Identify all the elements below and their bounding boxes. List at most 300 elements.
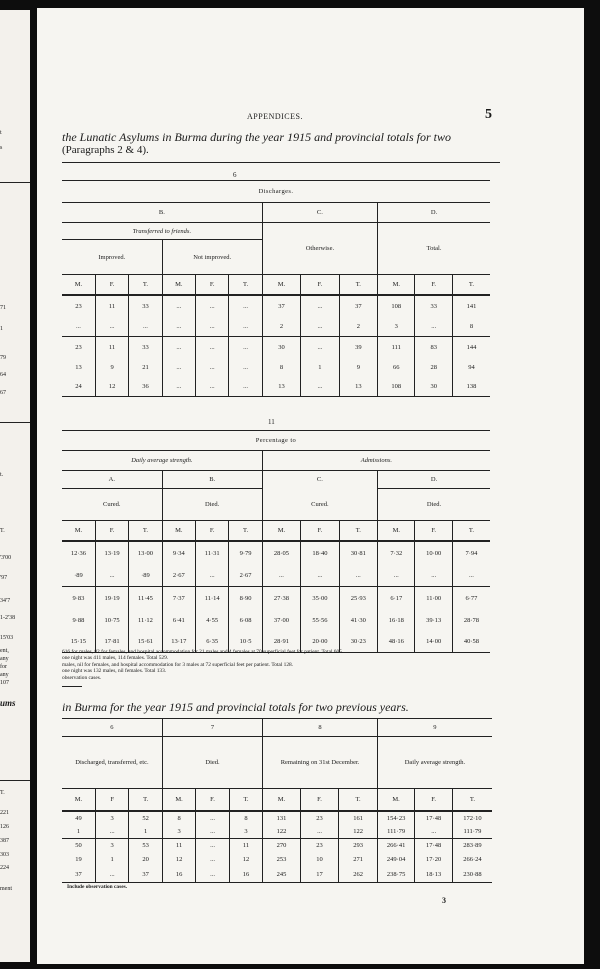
cell: 23: [300, 811, 339, 825]
cell: 21: [129, 359, 162, 377]
table-row: [62, 337, 490, 359]
cell: 6·41: [162, 611, 195, 631]
col-header: F.: [196, 521, 229, 541]
margin-fragment: 34'7: [0, 598, 11, 604]
margin-fragment: ent,: [0, 648, 9, 654]
cell: 111·79: [452, 825, 492, 839]
table-row: [62, 359, 490, 377]
cell: ...: [95, 317, 128, 337]
cell: 108: [378, 377, 415, 397]
not-improved-heading: Not improved.: [162, 240, 262, 275]
cell: 12: [95, 377, 128, 397]
margin-rule: [0, 422, 30, 423]
cell: 262: [339, 867, 378, 883]
table-row: [62, 825, 492, 839]
group-b: B.: [62, 203, 262, 223]
col-header: F.: [300, 789, 339, 811]
cell: 230·88: [452, 867, 492, 883]
cell: ...: [415, 317, 452, 337]
cured-heading: Cured.: [262, 489, 377, 521]
cell: 28·05: [262, 541, 300, 565]
cell: 161: [339, 811, 378, 825]
cell: 108: [378, 295, 415, 317]
totals-table: [62, 718, 492, 883]
cell: 2·67: [229, 565, 262, 587]
cell: ...: [301, 565, 339, 587]
cell: 2: [262, 317, 300, 337]
cured-heading: Cured.: [62, 489, 162, 521]
died-heading: Died.: [162, 489, 262, 521]
cell: 6·35: [196, 631, 229, 653]
cell: 271: [339, 853, 378, 867]
cell: 3: [162, 825, 195, 839]
col-header: T.: [452, 521, 490, 541]
cell: 40·58: [452, 631, 490, 653]
cell: 33: [129, 337, 162, 359]
col-header: T.: [229, 789, 262, 811]
col-header: T.: [452, 275, 490, 295]
cell: ...: [196, 811, 229, 825]
col-header: F.: [196, 275, 229, 295]
cell: 30: [262, 337, 300, 359]
page-title-line2: (Paragraphs 2 & 4).: [62, 144, 149, 156]
margin-fragment: T.: [0, 790, 5, 796]
margin-fragment: 224: [0, 865, 9, 871]
margin-rule: [0, 182, 30, 183]
cell: 17·20: [415, 853, 453, 867]
cell: ...: [301, 295, 339, 317]
cell: 37: [262, 295, 300, 317]
cell: 50: [75, 842, 82, 850]
died-heading: Died.: [162, 737, 262, 789]
cell: 8·90: [229, 587, 262, 611]
cell: 8: [162, 811, 195, 825]
cell: 7·94: [452, 541, 490, 565]
col-header: T.: [339, 789, 378, 811]
cell: 17·81: [95, 631, 128, 653]
table-row: [62, 565, 490, 587]
cell: 270: [263, 839, 301, 853]
cell: 8: [452, 317, 490, 337]
note-line: observation cases.: [62, 674, 102, 681]
cell: 1: [95, 853, 128, 867]
table-number: 6: [233, 171, 237, 179]
cell: 66: [378, 359, 415, 377]
group-c: C.: [262, 471, 377, 489]
col-header: M.: [62, 521, 95, 541]
cell: ...: [415, 825, 453, 839]
cell: 13·00: [129, 541, 162, 565]
col-header: F.: [415, 789, 453, 811]
cell: 12: [229, 853, 262, 867]
table-number: 11: [268, 418, 275, 426]
cell: 41·30: [339, 611, 377, 631]
cell: ...: [196, 839, 229, 853]
cell: 23: [75, 302, 82, 310]
cell: ...: [196, 337, 229, 359]
column-number: 9: [377, 719, 492, 737]
cell: ...: [378, 565, 415, 587]
adjacent-page-strip: [0, 10, 30, 962]
cell: 33: [129, 295, 162, 317]
cell: ...: [95, 867, 128, 883]
col-header: F.: [415, 521, 452, 541]
cell: 49: [75, 814, 82, 822]
cell: 9: [95, 359, 128, 377]
cell: 11·45: [129, 587, 162, 611]
margin-fragment: 303: [0, 852, 9, 858]
margin-fragment: T.: [0, 528, 5, 534]
margin-fragment: 387: [0, 838, 9, 844]
cell: ...: [415, 565, 452, 587]
cell: 28·78: [452, 611, 490, 631]
cell: 3: [229, 825, 262, 839]
cell: ...: [129, 317, 162, 337]
group-a: A.: [62, 471, 162, 489]
cell: 1: [129, 825, 162, 839]
cell: 14·00: [415, 631, 452, 653]
admissions-heading: Admissions.: [262, 451, 490, 471]
cell: ...: [229, 337, 262, 359]
cell: 10·75: [95, 611, 128, 631]
cell: 13: [339, 377, 377, 397]
cell: 7·37: [162, 587, 195, 611]
cell: 19·19: [95, 587, 128, 611]
cell: 13·19: [95, 541, 128, 565]
cell: ...: [162, 317, 195, 337]
margin-fragment: '97: [0, 575, 8, 581]
cell: 7·32: [378, 541, 415, 565]
margin-fragment: t: [0, 130, 2, 136]
cell: 83: [415, 337, 452, 359]
margin-fragment: 15'03: [0, 635, 14, 641]
col-header: M.: [62, 789, 95, 811]
col-header: M.: [162, 521, 195, 541]
discharges-heading: Discharges.: [62, 181, 490, 203]
cell: ...: [196, 853, 229, 867]
cell: 35·00: [301, 587, 339, 611]
cell: ...: [196, 825, 229, 839]
cell: ...: [62, 317, 95, 337]
percentage-table: [62, 430, 490, 653]
cell: 18·13: [415, 867, 453, 883]
group-d: D.: [378, 203, 490, 223]
cell: 12: [162, 853, 195, 867]
table-row: [62, 839, 492, 853]
col-header: F.: [95, 275, 128, 295]
cell: ...: [300, 825, 339, 839]
margin-fragment: ums: [0, 698, 16, 708]
col-header: F.: [95, 521, 128, 541]
cell: 111: [378, 337, 415, 359]
margin-fragment: s: [0, 145, 3, 151]
cell: ...: [162, 377, 195, 397]
cell: 122: [263, 825, 301, 839]
daily-strength-heading: Daily average strength.: [377, 737, 492, 789]
margin-fragment: any: [0, 656, 9, 662]
cell: 6·77: [452, 587, 490, 611]
note-line: males, nil for females, and hospital accommodation for 3 males at 72 superficial feet per patient. Total 128.: [62, 661, 294, 668]
cell: 6·08: [229, 611, 262, 631]
daily-strength-heading: Daily average strength.: [62, 451, 262, 471]
cell: ...: [95, 565, 128, 587]
cell: 266·41: [377, 839, 415, 853]
cell: 11·31: [196, 541, 229, 565]
cell: 37: [129, 867, 162, 883]
cell: 19: [75, 856, 82, 863]
cell: ·89: [129, 565, 162, 587]
remaining-heading: Remaining on 31st December.: [263, 737, 378, 789]
margin-fragment: t.: [0, 472, 4, 478]
cell: ...: [162, 337, 195, 359]
cell: ...: [452, 565, 490, 587]
cell: 144: [452, 337, 490, 359]
cell: 16: [162, 867, 195, 883]
col-header: F: [95, 789, 128, 811]
cell: 11: [162, 839, 195, 853]
footnote: Include observation cases.: [67, 884, 128, 890]
cell: 20: [129, 853, 162, 867]
cell: 253: [263, 853, 301, 867]
margin-fragment: any: [0, 672, 9, 678]
margin-fragment: ment: [0, 886, 12, 892]
cell: 10·00: [415, 541, 452, 565]
cell: 39·13: [415, 611, 452, 631]
cell: 8: [262, 359, 300, 377]
section-title: in Burma for the year 1915 and provincial totals for two previous years.: [62, 700, 409, 714]
cell: ...: [162, 295, 195, 317]
col-header: F.: [415, 275, 452, 295]
rule: [62, 162, 500, 163]
cell: 11·12: [129, 611, 162, 631]
cell: 10: [300, 853, 339, 867]
cell: 3: [95, 811, 128, 825]
cell: 39: [339, 337, 377, 359]
cell: 37·00: [262, 611, 300, 631]
cell: 11: [229, 839, 262, 853]
margin-fragment: 1: [0, 326, 3, 332]
col-header: M.: [262, 275, 300, 295]
col-header: M.: [378, 275, 415, 295]
cell: 11: [95, 337, 128, 359]
cell: 266·24: [452, 853, 492, 867]
cell: 24: [62, 377, 95, 397]
cell: 30·23: [339, 631, 377, 653]
col-header: M.: [162, 275, 195, 295]
cell: 6·17: [378, 587, 415, 611]
cell: 36: [129, 377, 162, 397]
cell: 10·5: [229, 631, 262, 653]
cell: ...: [229, 359, 262, 377]
cell: 28: [415, 359, 452, 377]
cell: 52: [129, 811, 162, 825]
table-row: [62, 541, 490, 565]
cell: 94: [452, 359, 490, 377]
col-header: T.: [129, 521, 162, 541]
cell: 37: [339, 295, 377, 317]
cell: 12·36: [70, 549, 87, 557]
table-row: [62, 377, 490, 397]
cell: ...: [229, 317, 262, 337]
cell: 23: [75, 344, 82, 352]
cell: 1: [62, 825, 95, 839]
cell: ...: [301, 317, 339, 337]
col-header: M.: [262, 521, 300, 541]
cell: ...: [196, 377, 229, 397]
cell: 9·83: [72, 595, 85, 603]
cell: 11: [95, 295, 128, 317]
col-header: M.: [263, 789, 301, 811]
margin-fragment: 126: [0, 824, 9, 830]
table-row: [62, 587, 490, 611]
cell: 13·17: [162, 631, 195, 653]
col-header: M.: [162, 789, 195, 811]
table-row: [62, 811, 492, 825]
cell: 27·38: [262, 587, 300, 611]
cell: 11·00: [415, 587, 452, 611]
margin-fragment: 71: [0, 305, 6, 311]
cell: ...: [301, 377, 339, 397]
col-header: M.: [377, 789, 415, 811]
cell: ...: [262, 565, 300, 587]
page-title-line1: the Lunatic Asylums in Burma during the year 1915 and provincial totals for two: [62, 130, 451, 144]
cell: 16·18: [378, 611, 415, 631]
cell: 30: [415, 377, 452, 397]
cell: 111·79: [377, 825, 415, 839]
cell: 293: [339, 839, 378, 853]
table-row: [62, 611, 490, 631]
margin-fragment: 67: [0, 390, 6, 396]
group-c: C.: [262, 203, 377, 223]
col-header: T.: [339, 521, 377, 541]
percentage-heading: Percentage to: [62, 431, 490, 451]
cell: 55·56: [301, 611, 339, 631]
cell: 238·75: [377, 867, 415, 883]
cell: 3: [378, 317, 415, 337]
cell: 13: [262, 377, 300, 397]
transferred-heading: Transferred to friends.: [62, 223, 262, 240]
rule: [62, 686, 82, 687]
col-header: T.: [229, 275, 262, 295]
col-header: F.: [301, 521, 339, 541]
cell: 17: [300, 867, 339, 883]
margin-fragment: 1-2'38: [0, 615, 16, 621]
margin-fragment: 107: [0, 680, 9, 686]
cell: 25·93: [339, 587, 377, 611]
group-d: D.: [378, 471, 490, 489]
cell: 48·16: [378, 631, 415, 653]
running-title: APPENDICES.: [247, 112, 303, 121]
cell: 17·48: [415, 839, 453, 853]
column-number: 7: [162, 719, 262, 737]
otherwise-heading: Otherwise.: [262, 223, 377, 275]
cell: 30·81: [339, 541, 377, 565]
cell: 53: [129, 839, 162, 853]
group-b: B.: [162, 471, 262, 489]
col-header: T.: [452, 789, 492, 811]
cell: ...: [162, 359, 195, 377]
table-row: [62, 295, 490, 317]
cell: ...: [196, 317, 229, 337]
margin-rule: [0, 780, 30, 781]
discharges-table: [62, 180, 490, 397]
cell: 4·55: [196, 611, 229, 631]
col-header: F.: [196, 789, 229, 811]
cell: ...: [339, 565, 377, 587]
cell: 8: [229, 811, 262, 825]
cell: 15·15: [62, 631, 95, 653]
cell: 131: [263, 811, 301, 825]
cell: 13: [75, 364, 82, 371]
cell: 2·67: [162, 565, 195, 587]
col-header: M.: [62, 275, 95, 295]
cell: 15·61: [129, 631, 162, 653]
table-row: [62, 317, 490, 337]
discharged-heading: Discharged, transferred, etc.: [62, 737, 162, 789]
cell: 283·89: [452, 839, 492, 853]
cell: 16: [229, 867, 262, 883]
col-header: T.: [339, 275, 377, 295]
col-header: M.: [378, 521, 415, 541]
cell: ·89: [62, 565, 95, 587]
died-heading: Died.: [378, 489, 490, 521]
table-row: [62, 867, 492, 883]
cell: 9: [339, 359, 377, 377]
col-header: F.: [301, 275, 339, 295]
cell: 138: [452, 377, 490, 397]
document-page: [37, 8, 584, 964]
col-header: T.: [229, 521, 262, 541]
page-number: 5: [485, 107, 492, 122]
notes-block: [62, 649, 343, 681]
cell: 20·00: [301, 631, 339, 653]
margin-fragment: 79: [0, 355, 6, 361]
cell: 28·91: [262, 631, 300, 653]
cell: ...: [196, 565, 229, 587]
cell: 2: [339, 317, 377, 337]
cell: 9·88: [72, 617, 85, 624]
margin-fragment: 64: [0, 372, 6, 378]
cell: 245: [263, 867, 301, 883]
cell: 122: [339, 825, 378, 839]
column-number: 6: [62, 719, 162, 737]
margin-fragment: 221: [0, 810, 9, 816]
cell: 1: [301, 359, 339, 377]
cell: 18·40: [301, 541, 339, 565]
cell: 23: [300, 839, 339, 853]
cell: 3: [95, 839, 128, 853]
cell: ...: [301, 337, 339, 359]
cell: 9·34: [162, 541, 195, 565]
total-heading: Total.: [378, 223, 490, 275]
cell: ...: [196, 867, 229, 883]
cell: 11·14: [196, 587, 229, 611]
margin-fragment: '3'00: [0, 555, 12, 561]
margin-fragment: for: [0, 664, 7, 670]
note-line: one night was 132 males, nil females. Total 133.: [62, 668, 167, 675]
cell: 17·48: [415, 811, 453, 825]
cell: 33: [415, 295, 452, 317]
col-header: T.: [129, 275, 162, 295]
cell: 141: [452, 295, 490, 317]
col-header: T.: [129, 789, 162, 811]
cell: ...: [95, 825, 128, 839]
table-row: [62, 853, 492, 867]
note-line: 616 for males, 82 for females, and hospital accommodation for 21 males and 4 females at 70 superficial feet for patient. Total 605.: [62, 649, 344, 655]
cell: 37: [62, 867, 95, 883]
cell: ...: [196, 359, 229, 377]
cell: 172·10: [452, 811, 492, 825]
